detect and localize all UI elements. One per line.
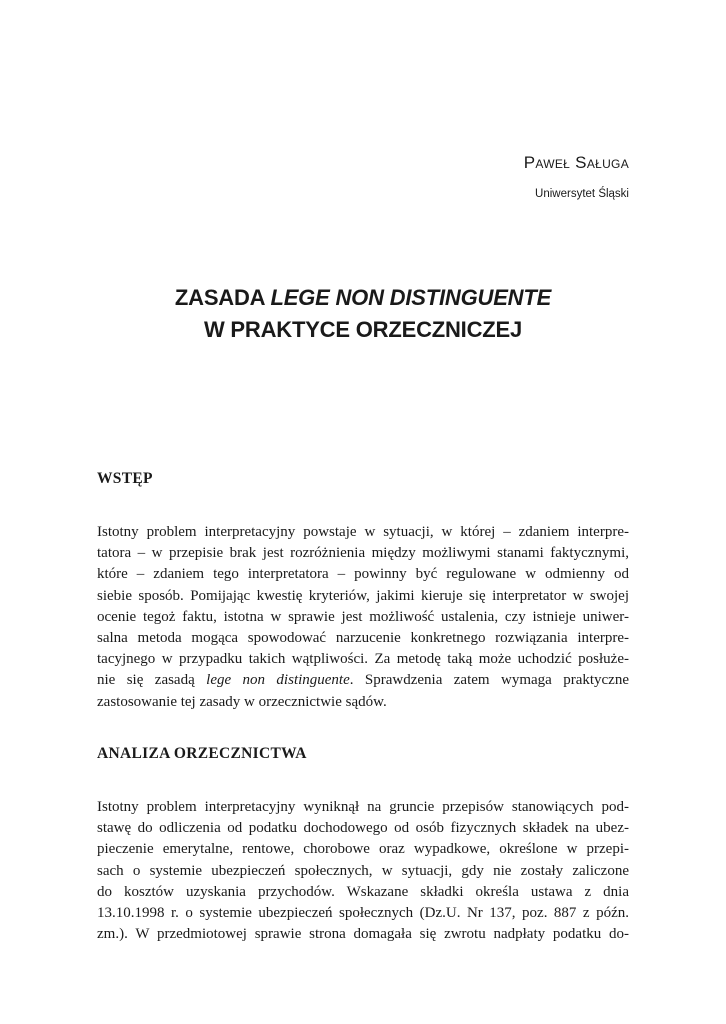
paragraph-wstep (97, 522, 629, 713)
paragraph-analiza (97, 797, 629, 945)
author-block (524, 152, 629, 202)
section-heading-wstep: WSTĘP (97, 470, 153, 487)
paragraph-line: 13.10.1998 r. o systemie ubezpieczeń społecznych (Dz.U. Nr 137, poz. 887 z późn. (97, 904, 629, 921)
paragraph-line: salna metoda mogąca spowodować narzucenie konkretnego rozwiązania interpre- (97, 629, 629, 646)
paragraph-line: zastosowanie tej zasady w orzecznictwie sądów. (97, 693, 387, 710)
paragraph-line (97, 670, 629, 691)
paragraph-line: sach o systemie ubezpieczeń społecznych, w sytuacji, gdy nie zostały zaliczone (97, 862, 629, 879)
paragraph-line: Istotny problem interpretacyjny wyniknął na gruncie przepisów stanowiących pod- (97, 799, 629, 815)
author-name: Paweł Saługa (523, 153, 629, 172)
title-italic: LEGE NON DISTINGUENTE (270, 285, 552, 310)
title-line-2: W PRAKTYCE ORZECZNICZEJ (203, 317, 523, 342)
section-heading-analiza: ANALIZA ORZECZNICTWA (97, 745, 307, 762)
title-line-1 (0, 282, 726, 314)
paragraph-line: stawę do odliczenia od podatku dochodowego od osób fizycznych składek na ubez- (97, 820, 629, 837)
paragraph-line: tacyjnego w przypadku takich wątpliwości. Za metodę taką może uchodzić posłuże- (97, 651, 629, 668)
paragraph-line: siebie sposób. Pomijając kwestię kryteriów, jakimi kieruje się interpretator w swojej (97, 587, 629, 604)
paragraph-line: Istotny problem interpretacyjny powstaje w sytuacji, w której – zdaniem interpre- (97, 524, 629, 540)
line-text: nie się zasadą (97, 672, 207, 689)
author-affiliation: Uniwersytet Śląski (535, 188, 629, 200)
article-title (0, 282, 726, 346)
title-prefix: ZASADA (174, 285, 271, 310)
line-text: . Sprawdzenia zatem wymaga praktyczne (349, 672, 629, 689)
paragraph-line: zm.). W przedmiotowej sprawie strona domagała się zwrotu nadpłaty podatku do- (97, 926, 629, 943)
paragraph-line: do kosztów uzyskania przychodów. Wskazane składki określa ustawa z dnia (97, 883, 629, 900)
paragraph-line: pieczenie emerytalne, rentowe, chorobowe oraz wypadkowe, określone w przepi- (97, 841, 629, 858)
line-italic-term: lege non distinguente (206, 672, 350, 689)
paragraph-line: które – zdaniem tego interpretatora – powinny być regulowane w odmienny od (97, 566, 629, 583)
paragraph-line: ocenie tegoż faktu, istotna w sprawie jest możliwość ustalenia, czy istnieje uniwer- (97, 608, 629, 625)
paragraph-line: tatora – w przepisie brak jest rozróżnienia między możliwymi stanami faktycznymi, (97, 545, 629, 562)
